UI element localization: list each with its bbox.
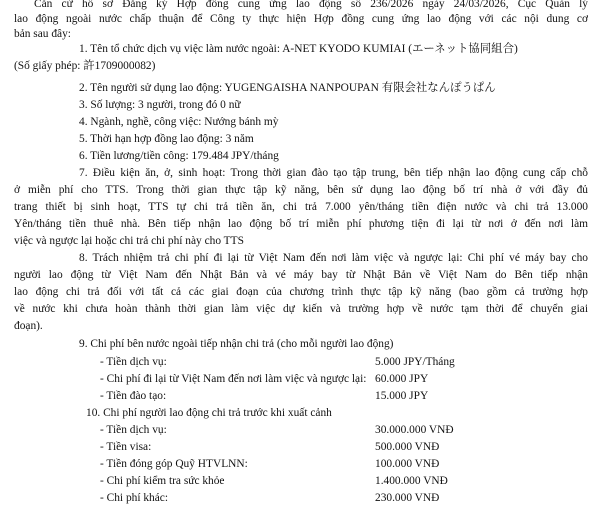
- item-7-line-1: 7. Điều kiện ăn, ở, sinh hoạt: Trong thời gian đào tạo tập trung, bên tiếp nhận lao động cung cấp chỗ: [79, 167, 588, 179]
- intro-line-2: lao động ngoài nước chấp thuận để Công ty thực hiện Hợp đồng cung ứng lao động với các nội dung cơ: [14, 13, 588, 25]
- fee-amount: 100.000 VNĐ: [375, 458, 440, 470]
- item-3-quantity: 3. Số lượng: 3 người, trong đó 0 nữ: [79, 99, 241, 111]
- fee-label: - Tiền dịch vụ:: [100, 424, 167, 436]
- fee-label: - Tiền đóng góp Quỹ HTVLNN:: [100, 458, 248, 470]
- item-1-line-1: 1. Tên tổ chức dịch vụ việc làm nước ngoài: A-NET KYODO KUMIAI (エーネット協同組合): [79, 43, 518, 55]
- fee-amount: 15.000 JPY: [375, 390, 429, 402]
- item-6-salary: 6. Tiền lương/tiền công: 179.484 JPY/tháng: [79, 150, 279, 162]
- item-8-line-4: về nước khi chưa hoàn thành thời gian làm việc dự kiến và trường hợp về nước tạm thời để chuyển giai: [14, 303, 588, 315]
- intro-line-3: bản sau đây:: [14, 28, 71, 40]
- item-10-heading: 10. Chi phí người lao động chi trả trước khi xuất cảnh: [86, 407, 332, 419]
- fee-amount: 230.000 VNĐ: [375, 492, 440, 504]
- item-7-line-4: Yên/tháng tiền thuê nhà. Bên tiếp nhận lao động bố trí miễn phí phương tiện đi lại từ nơi ở đến nơi làm: [14, 218, 588, 230]
- fee-amount: 1.400.000 VNĐ: [375, 475, 448, 487]
- item-5-contract-term: 5. Thời hạn hợp đồng lao động: 3 năm: [79, 133, 254, 145]
- item-7-line-3: trang thiết bị sinh hoạt, TTS tự chi trả tiền ăn, chi trả 7.000 yên/tháng tiền điện nước và chi trả 13.000: [14, 201, 588, 213]
- fee-label: - Chi phí kiểm tra sức khỏe: [100, 475, 225, 487]
- fee-amount: 30.000.000 VNĐ: [375, 424, 454, 436]
- item-8-line-2: người lao động từ Việt Nam đến Nhật Bản và vé máy bay từ Nhật Bản về Việt Nam do Bên tiếp nhận: [14, 269, 588, 281]
- item-8-line-5: đoạn).: [14, 320, 43, 332]
- item-7-line-5: việc và ngược lại hoặc chi trả chi phí này cho TTS: [14, 235, 244, 247]
- fee-amount: 60.000 JPY: [375, 373, 429, 385]
- item-8-line-1: 8. Trách nhiệm trả chi phí đi lại từ Việt Nam đến nơi làm việc và ngược lại: Chi phí vé máy bay cho: [79, 252, 588, 264]
- fee-amount: 5.000 JPY/Tháng: [375, 356, 455, 368]
- item-8-line-3: lao động chi trả đối với tất cả các giai đoạn của chương trình thực tập kỹ năng (bao gồm cả trường hợp: [14, 286, 588, 298]
- fee-label: - Chi phí khác:: [100, 492, 169, 504]
- item-9-heading: 9. Chi phí bên nước ngoài tiếp nhận chi trả (cho mỗi người lao động): [79, 338, 394, 350]
- item-2-employer: 2. Tên người sử dụng lao động: YUGENGAISHA NANPOUPAN 有限会社なんぽうぱん: [79, 82, 496, 94]
- item-7-line-2: ở miễn phí cho TTS. Trong thời gian thực tập kỹ năng, bên sử dụng lao động bố trí nhà ở với đầy đủ: [14, 184, 588, 196]
- fee-label: - Tiền đào tạo:: [100, 390, 167, 402]
- item-4-occupation: 4. Ngành, nghề, công việc: Nướng bánh mỳ: [79, 116, 279, 128]
- fee-label: - Tiền visa:: [100, 441, 152, 453]
- fee-label: - Chi phí đi lại từ Việt Nam đến nơi làm việc và ngược lại:: [100, 373, 367, 385]
- fee-amount: 500.000 VNĐ: [375, 441, 440, 453]
- intro-line-1: Căn cứ hồ sơ Đăng ký Hợp đồng cung ứng lao động số 236/2026 ngày 24/03/2026, Cục Quản lý: [34, 0, 588, 10]
- fee-label: - Tiền dịch vụ:: [100, 356, 167, 368]
- item-1-line-2: (Số giấy phép: 許1709000082): [14, 60, 156, 72]
